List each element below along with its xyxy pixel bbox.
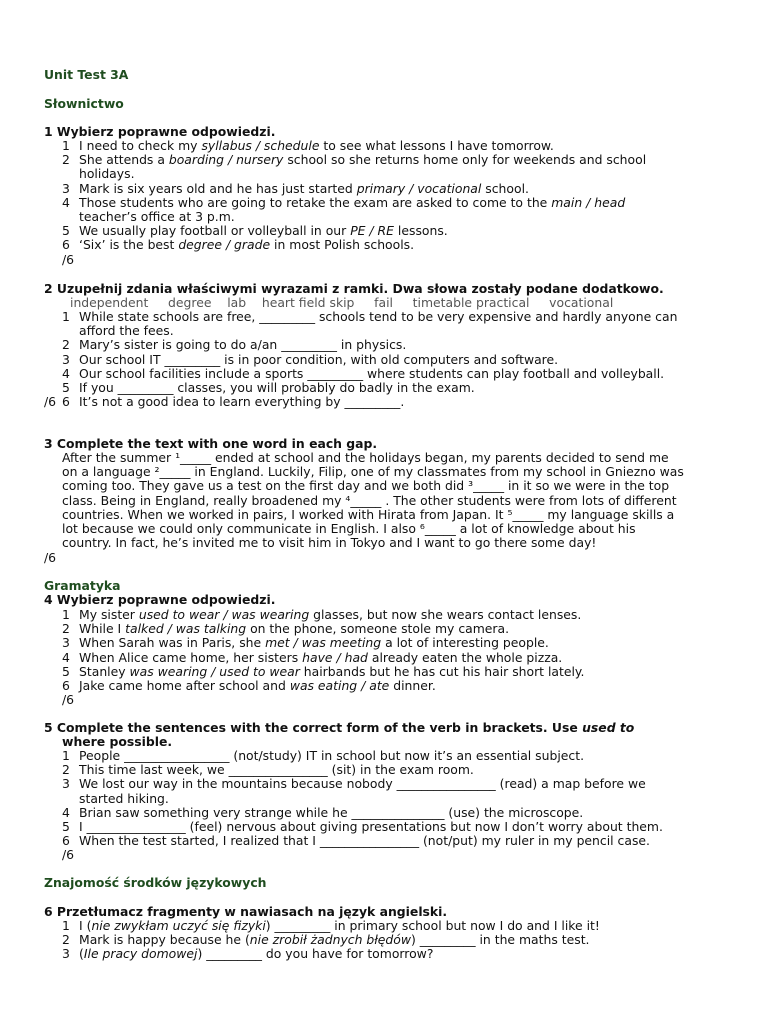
task5-item bbox=[62, 806, 722, 820]
task3-text-line: on a language ²_____ in England. Luckily, Filip, one of my classmates from my school in Gniezno was bbox=[62, 464, 684, 480]
task3-text bbox=[62, 451, 722, 550]
task1-item-text: We usually play football or volleyball in our PE / RE lessons. bbox=[79, 223, 448, 239]
task2-item-number: 4 bbox=[62, 365, 70, 381]
task1-item-options: main / head bbox=[551, 194, 626, 210]
task3-text-line: lot because we could only communicate in English. I also ⁶_____ a lot of knowledge about his bbox=[62, 521, 636, 537]
task4-item-options: talked / was talking bbox=[125, 621, 247, 637]
task6-item-text: I (nie zwykłam uczyć się fizyki) _________ in primary school but now I do and I like it! bbox=[79, 918, 600, 933]
task6-item bbox=[62, 919, 722, 933]
task3-title: 3 Complete the text with one word in each gap. bbox=[44, 436, 378, 451]
task1-item-number: 6 bbox=[62, 237, 70, 253]
task5-score: /6 bbox=[62, 847, 75, 863]
task4-item-options: have / had bbox=[302, 649, 368, 665]
task6-list bbox=[62, 919, 722, 962]
task2-item bbox=[62, 338, 722, 352]
task4-score: /6 bbox=[62, 692, 75, 708]
task4-item bbox=[62, 665, 722, 679]
task5-item bbox=[62, 749, 722, 763]
task4-item bbox=[62, 651, 722, 665]
task1-item bbox=[62, 224, 722, 238]
task5-item bbox=[62, 820, 722, 834]
task4-item-text: While I talked / was talking on the phone, someone stole my camera. bbox=[79, 621, 510, 637]
task2-list bbox=[62, 310, 722, 409]
task5-item-text: When the test started, I realized that I ________________ (not/put) my ruler in my pencil case. bbox=[79, 833, 650, 849]
task1-item bbox=[62, 153, 722, 181]
task5-title-italic: used to bbox=[582, 720, 635, 735]
task1-item bbox=[62, 182, 722, 196]
task1-item-text: ‘Six’ is the best degree / grade in most Polish schools. bbox=[79, 237, 415, 253]
task1-item bbox=[62, 238, 722, 252]
task4-item-text: Stanley was wearing / used to wear hairbands but he has cut his hair short lately. bbox=[79, 663, 585, 679]
task5-item-number: 6 bbox=[62, 833, 70, 849]
task5-item-number: 4 bbox=[62, 804, 70, 820]
task1-item-continuation: teacher’s office at 3 p.m. bbox=[79, 209, 235, 225]
task6-title: 6 Przetłumacz fragmenty w nawiasach na język angielski. bbox=[44, 904, 448, 919]
task5-title-start: 5 Complete the sentences with the correct form of the verb in brackets. Use bbox=[44, 720, 583, 735]
task2-title: 2 Uzupełnij zdania właściwymi wyrazami z ramki. Dwa słowa zostały podane dodatkowo. bbox=[44, 281, 664, 296]
task2-item bbox=[62, 367, 722, 381]
task6-item bbox=[62, 947, 722, 961]
task1-item-options: PE / RE bbox=[350, 223, 394, 239]
task4-item-number: 3 bbox=[62, 635, 70, 651]
section-vocab-heading: Słownictwo bbox=[44, 96, 124, 111]
task3-text-line: country. In fact, he’s invited me to visit him in Tokyo and I want to go there some day! bbox=[62, 535, 597, 551]
task2-item-text: Our school facilities include a sports _________ where students can play football and volleyball. bbox=[79, 365, 665, 381]
task1-item-options: primary / vocational bbox=[356, 180, 482, 196]
task2-item bbox=[62, 381, 722, 395]
task4-item-options: used to wear / was wearing bbox=[138, 607, 310, 622]
task2-item-number: 2 bbox=[62, 337, 70, 353]
task2-item-text: Mary’s sister is going to do a/an _________ in physics. bbox=[79, 337, 407, 353]
task6-item-options: Ile pracy domowej bbox=[83, 946, 198, 962]
task6-item-options: nie zwykłam uczyć się fizyki bbox=[91, 918, 266, 933]
task1-item-options: syllabus / schedule bbox=[201, 138, 320, 153]
task5-item-number: 2 bbox=[62, 762, 70, 778]
task4-item-number: 4 bbox=[62, 649, 70, 665]
task2-item bbox=[62, 395, 722, 409]
task4-item-text: When Sarah was in Paris, she met / was meeting a lot of interesting people. bbox=[79, 635, 549, 651]
task6-item-number: 3 bbox=[62, 946, 70, 962]
task5-item-continuation: started hiking. bbox=[79, 790, 169, 806]
task4-item bbox=[62, 679, 722, 693]
task4-item-number: 5 bbox=[62, 663, 70, 679]
task1-item-number: 4 bbox=[62, 194, 70, 210]
task2-score: /6 bbox=[44, 394, 57, 409]
task2-item-number: 6 bbox=[62, 394, 70, 410]
task4-title: 4 Wybierz poprawne odpowiedzi. bbox=[44, 592, 276, 607]
task1-score: /6 bbox=[62, 251, 75, 267]
task1-item-text: Mark is six years old and he has just started primary / vocational school. bbox=[79, 180, 529, 196]
task2-word-box: independent degree lab heart field skip fail timetable practical vocational bbox=[70, 295, 614, 310]
task2-item-text: Our school IT _________ is in poor condition, with old computers and software. bbox=[79, 351, 559, 367]
task4-item bbox=[62, 636, 722, 650]
task1-item bbox=[62, 196, 722, 224]
task5-list bbox=[62, 749, 722, 863]
task5-item-number: 1 bbox=[62, 748, 70, 763]
task4-item-text: My sister used to wear / was wearing glasses, but now she wears contact lenses. bbox=[79, 607, 582, 622]
section-grammar-heading: Gramatyka bbox=[44, 578, 121, 593]
task1-item bbox=[62, 139, 722, 153]
task1-item-continuation: holidays. bbox=[79, 166, 135, 182]
task1-item-text: She attends a boarding / nursery school so she returns home only for weekends and school bbox=[79, 152, 647, 168]
task1-item-number: 3 bbox=[62, 180, 70, 196]
section-language-heading: Znajomość środków językowych bbox=[44, 875, 267, 890]
task2-item-number: 3 bbox=[62, 351, 70, 367]
task2-item bbox=[62, 310, 722, 338]
task1-list bbox=[62, 139, 722, 267]
task2-item-text: It’s not a good idea to learn everything by _________. bbox=[79, 394, 405, 410]
task5-item-number: 5 bbox=[62, 819, 70, 835]
task5-item bbox=[62, 777, 722, 805]
task4-item-number: 1 bbox=[62, 607, 70, 622]
task6-item-number: 2 bbox=[62, 932, 70, 948]
task2-item-number: 1 bbox=[62, 309, 70, 324]
task3-text-line: class. Being in England, really broadened my ⁴_____ . The other students were from lots of different bbox=[62, 492, 677, 508]
task1-item-options: boarding / nursery bbox=[168, 152, 284, 168]
task3-score: /6 bbox=[44, 550, 57, 565]
task4-item bbox=[62, 608, 722, 622]
task5-item-text: We lost our way in the mountains because nobody ________________ (read) a map before we bbox=[79, 776, 646, 792]
task2-item-continuation: afford the fees. bbox=[79, 323, 174, 339]
task6-item-number: 1 bbox=[62, 918, 70, 933]
task6-item-text: (Ile pracy domowej) _________ do you have for tomorrow? bbox=[79, 946, 434, 962]
task4-list bbox=[62, 608, 722, 707]
task1-item-text: Those students who are going to retake the exam are asked to come to the main / head bbox=[79, 194, 626, 210]
task4-item-number: 6 bbox=[62, 678, 70, 694]
task5-item-text: People _________________ (not/study) IT in school but now it’s an essential subject. bbox=[79, 748, 585, 763]
task6-item-text: Mark is happy because he (nie zrobił żadnych błędów) _________ in the maths test. bbox=[79, 932, 590, 948]
task4-item bbox=[62, 622, 722, 636]
task4-item-number: 2 bbox=[62, 621, 70, 637]
task2-item-text: If you _________ classes, you will probably do badly in the exam. bbox=[79, 380, 475, 396]
task6-item-options: nie zrobił żadnych błędów bbox=[249, 932, 412, 948]
task1-item-options: degree / grade bbox=[178, 237, 271, 253]
task5-item-text: Brian saw something very strange while he _______________ (use) the microscope. bbox=[79, 804, 584, 820]
task5-item bbox=[62, 763, 722, 777]
task1-item-text: I need to check my syllabus / schedule to see what lessons I have tomorrow. bbox=[79, 138, 554, 153]
task1-item-number: 5 bbox=[62, 223, 70, 239]
task5-item-text: I ________________ (feel) nervous about giving presentations but now I don’t worry about them. bbox=[79, 819, 663, 835]
task4-item-options: was wearing / used to wear bbox=[129, 663, 300, 679]
task5-title-cont: where possible. bbox=[62, 734, 173, 749]
task3-text-line: After the summer ¹_____ ended at school and the holidays began, my parents decided to send me bbox=[62, 450, 669, 465]
task4-item-text: Jake came home after school and was eating / ate dinner. bbox=[79, 678, 436, 694]
task1-item-number: 2 bbox=[62, 152, 70, 168]
task4-item-text: When Alice came home, her sisters have / had already eaten the whole pizza. bbox=[79, 649, 563, 665]
unit-title: Unit Test 3A bbox=[44, 67, 129, 82]
task5-item bbox=[62, 834, 722, 848]
task5-item-text: This time last week, we ________________ (sit) in the exam room. bbox=[79, 762, 474, 778]
task4-item-options: was eating / ate bbox=[289, 678, 390, 694]
task5-item-number: 3 bbox=[62, 776, 70, 792]
task2-item bbox=[62, 353, 722, 367]
task3-text-line: coming too. They gave us a test on the first day and we both did ³_____ in it so we were in the top bbox=[62, 478, 670, 494]
task2-item-number: 5 bbox=[62, 380, 70, 396]
task4-item-options: met / was meeting bbox=[265, 635, 382, 651]
task3-text-line: countries. When we worked in pairs, I worked with Hirata from Japan. It ⁵_____ my language skills a bbox=[62, 506, 675, 522]
task2-item-text: While state schools are free, _________ schools tend to be very expensive and hardly anyone can bbox=[79, 309, 678, 324]
task1-item-number: 1 bbox=[62, 138, 70, 153]
task6-item bbox=[62, 933, 722, 947]
task1-title: 1 Wybierz poprawne odpowiedzi. bbox=[44, 124, 276, 139]
